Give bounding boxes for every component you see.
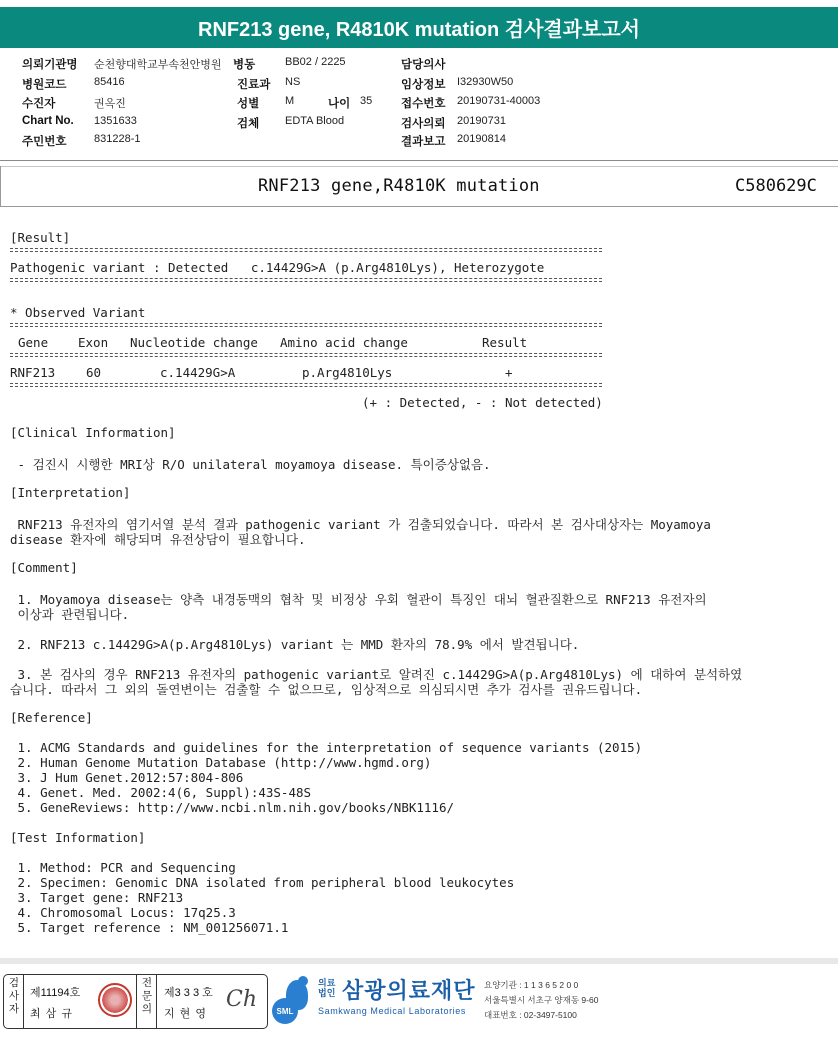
examiner-label	[6, 977, 22, 1016]
dashed-divider	[10, 323, 602, 324]
divider	[156, 975, 157, 1028]
request-date-label: 검사의뢰	[401, 118, 446, 130]
id-value: 831228-1	[94, 133, 141, 145]
dashed-divider	[10, 386, 602, 387]
examiner-name: 최 삼 규	[30, 1008, 73, 1020]
request-date-value: 20190731	[457, 115, 506, 127]
chart-no-label: Chart No.	[22, 115, 74, 127]
observed-heading: * Observed Variant	[10, 305, 146, 320]
hospital-code-label: 병원코드	[22, 79, 67, 91]
dashed-divider	[10, 248, 602, 249]
dashed-divider	[10, 356, 602, 357]
table-cell-result: +	[505, 365, 513, 380]
signature: Ch	[226, 987, 258, 1012]
logo-small-text	[318, 978, 335, 998]
divider	[0, 206, 838, 207]
contact-line: 서울특별시 서초구 양재동 9-60	[484, 995, 599, 1005]
doctor-label: 담당의사	[401, 59, 446, 71]
examiner-number: 제11194호	[30, 987, 81, 999]
hospital-code-value: 85416	[94, 76, 125, 88]
table-cell-nucleotide: c.14429G>A	[160, 365, 236, 380]
comment-item: 1. Moyamoya disease는 양측 내경동맥의 협착 및 비정상 우회 혈관이 특징인 대뇌 혈관질환으로 RNF213 유전자의	[10, 592, 707, 607]
test-info-item: 3. Target gene: RNF213	[10, 890, 184, 905]
recipient-value: 권옥진	[94, 98, 126, 110]
receipt-label: 접수번호	[401, 98, 446, 110]
logo-small-line: 의료	[318, 978, 336, 988]
receipt-value: 20190731-40003	[457, 95, 541, 107]
clinical-info-label: 임상정보	[401, 79, 446, 91]
test-info-heading: [Test Information]	[10, 830, 146, 845]
table-header-gene: Gene	[18, 335, 49, 350]
logo-name: 삼광의료재단	[342, 978, 476, 1003]
interpretation-heading: [Interpretation]	[10, 485, 131, 500]
age-value: 35	[360, 95, 373, 107]
table-cell-exon: 60	[86, 365, 102, 380]
test-info-item: 5. Target reference : NM_001256071.1	[10, 920, 289, 935]
comment-item: 3. 본 검사의 경우 RNF213 유전자의 pathogenic variant로 알려진 c.14429G>A(p.Arg4810Lys) 에 대하여 분석하였	[10, 667, 743, 682]
test-info-item: 4. Chromosomal Locus: 17q25.3	[10, 905, 236, 920]
test-info-item: 1. Method: PCR and Sequencing	[10, 860, 236, 875]
logo-small-line: 법인	[318, 988, 336, 998]
reference-item: 5. GeneReviews: http://www.ncbi.nlm.nih.gov/books/NBK1116/	[10, 800, 455, 815]
comment-item: 이상과 관련됩니다.	[10, 607, 130, 622]
clinical-heading: [Clinical Information]	[10, 425, 176, 440]
divider	[0, 160, 838, 161]
ward-label: 병동	[233, 59, 256, 71]
divider	[23, 975, 24, 1028]
specialist-number: 제3 3 3 호	[164, 987, 213, 999]
interpretation-text: disease 환자에 해당되며 유전상담이 필요합니다.	[10, 532, 306, 547]
contact-line: 요양기관 : 1 1 3 6 5 2 0 0	[484, 980, 579, 990]
report-code: C580629C	[735, 176, 817, 196]
table-cell-gene: RNF213	[10, 365, 56, 380]
table-header-result: Result	[482, 335, 528, 350]
result-line: Pathogenic variant : Detected c.14429G>A (p.Arg4810Lys), Heterozygote	[10, 260, 545, 275]
institution-label: 의뢰기관명	[22, 59, 78, 71]
table-cell-amino-acid: p.Arg4810Lys	[302, 365, 393, 380]
dashed-divider	[10, 326, 602, 327]
certification-box	[3, 974, 268, 1029]
comment-item: 습니다. 따라서 그 외의 돌연변이는 검출할 수 없으므로, 임상적으로 의심되시면 추가 검사를 권유드립니다.	[10, 682, 643, 697]
report-title-bar: RNF213 gene, R4810K mutation 검사결과보고서	[0, 7, 838, 48]
specialist-label-text: 전 문 의	[141, 977, 153, 1015]
dashed-divider	[10, 353, 602, 354]
reference-heading: [Reference]	[10, 710, 93, 725]
patient-info	[0, 56, 838, 156]
divider	[136, 975, 137, 1028]
report-date-value: 20190814	[457, 133, 506, 145]
table-header-nucleotide: Nucleotide change	[130, 335, 258, 350]
official-seal	[98, 983, 132, 1017]
dashed-divider	[10, 278, 602, 279]
divider	[0, 166, 838, 167]
dashed-divider	[10, 251, 602, 252]
reference-item: 1. ACMG Standards and guidelines for the interpretation of sequence variants (2015)	[10, 740, 643, 755]
test-info-item: 2. Specimen: Genomic DNA isolated from peripheral blood leukocytes	[10, 875, 515, 890]
ward-value: BB02 / 2225	[285, 56, 346, 68]
report-title: RNF213 gene,R4810K mutation	[258, 176, 540, 196]
clinical-info-value: I32930W50	[457, 76, 514, 88]
specimen-label: 검체	[237, 118, 260, 130]
report-header	[0, 176, 838, 200]
report-date-label: 결과보고	[401, 136, 446, 148]
clinical-text: - 검진시 시행한 MRI상 R/O unilateral moyamoya disease. 특이증상없음.	[10, 457, 491, 472]
comment-item: 2. RNF213 c.14429G>A(p.Arg4810Lys) variant 는 MMD 환자의 78.9% 에서 발견됩니다.	[10, 637, 580, 652]
dashed-divider	[10, 281, 602, 282]
logo-subtitle: Samkwang Medical Laboratories	[318, 1006, 466, 1016]
chart-no-value: 1351633	[94, 115, 137, 127]
sex-label: 성별	[237, 98, 260, 110]
result-heading: [Result]	[10, 230, 71, 245]
specialist-label	[139, 977, 155, 1016]
table-header-exon: Exon	[78, 335, 109, 350]
logo-badge-text: SML	[276, 1006, 294, 1016]
reference-item: 3. J Hum Genet.2012:57:804-806	[10, 770, 244, 785]
contact-line: 대표번호 : 02-3497-5100	[484, 1010, 577, 1020]
comment-heading: [Comment]	[10, 560, 78, 575]
footer-divider	[0, 958, 838, 964]
department-value: NS	[285, 76, 301, 88]
specialist-name: 지 현 영	[164, 1008, 207, 1020]
institution-value: 순천향대학교부속천안병원	[94, 59, 222, 71]
logo-badge	[272, 998, 298, 1024]
reference-item: 2. Human Genome Mutation Database (http://www.hgmd.org)	[10, 755, 432, 770]
sex-value: M	[285, 95, 295, 107]
recipient-label: 수진자	[22, 98, 56, 110]
table-header-amino-acid: Amino acid change	[280, 335, 408, 350]
interpretation-text: RNF213 유전자의 염기서열 분석 결과 pathogenic variant 가 검출되었습니다. 따라서 본 검사대상자는 Moyamoya	[10, 517, 711, 532]
examiner-label-text: 검 사 자	[8, 977, 20, 1015]
department-label: 진료과	[237, 79, 271, 91]
reference-item: 4. Genet. Med. 2002:4(6, Suppl):43S-48S	[10, 785, 312, 800]
dashed-divider	[10, 383, 602, 384]
id-label: 주민번호	[22, 136, 67, 148]
age-label: 나이	[328, 98, 351, 110]
table-legend: (+ : Detected, - : Not detected)	[362, 395, 603, 410]
specimen-value: EDTA Blood	[285, 115, 345, 127]
contact-info	[484, 978, 598, 1023]
